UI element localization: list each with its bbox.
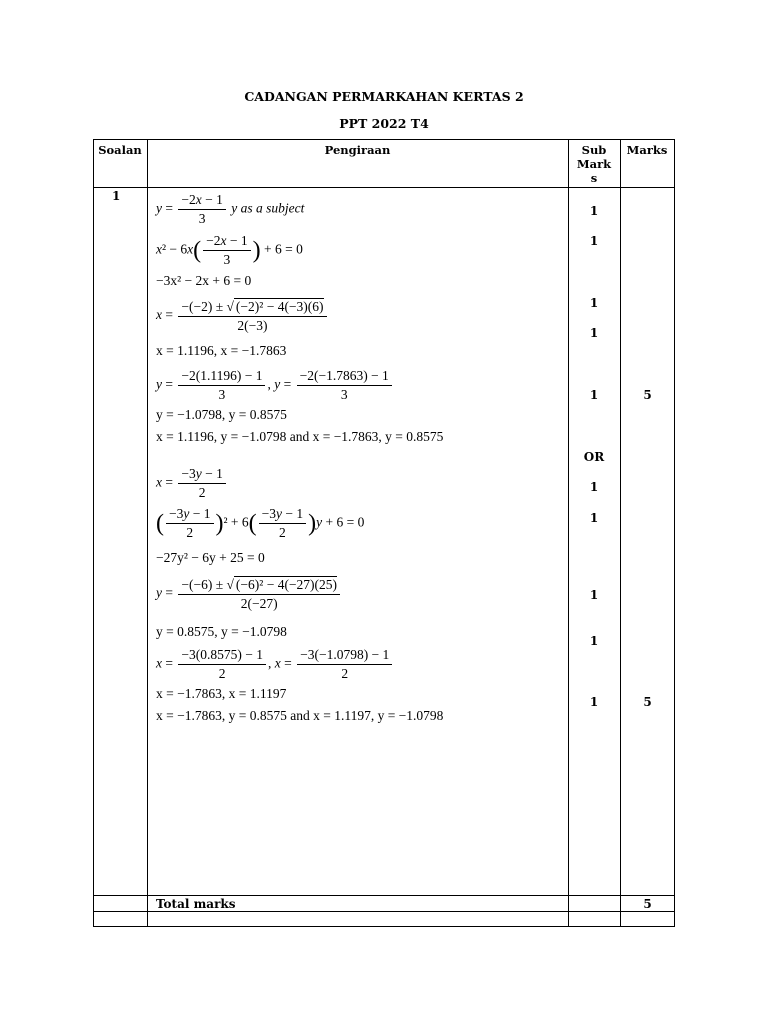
header-pengiraan: Pengiraan — [324, 143, 391, 157]
sub-mark: 1 — [589, 388, 599, 402]
table-divider-soalan — [147, 139, 148, 927]
m1-step-formula: x = $\frac{\text{−(−2) ± √ (−2)² − 4(−3)(6)}}{2(-3)}$ — [156, 298, 329, 334]
sub-mark: 1 — [589, 511, 599, 525]
sub-mark: 1 — [589, 695, 599, 709]
table-border-right — [674, 139, 675, 927]
document-subtitle: PPT 2022 T4 — [339, 116, 429, 131]
question-number: 1 — [112, 189, 121, 203]
m1-step-quadratic: −3x² − 2x + 6 = 0 — [156, 273, 252, 288]
m1-step-y-values: y = −1.0798, y = 0.8575 — [156, 407, 287, 422]
m2-step-substitute: ( $\frac{-3y - 1}{2}$ )² + 6( $\frac{-3y - 1}{2}$ )y + 6 = 0 — [156, 506, 365, 540]
header-soalan: Soalan — [98, 143, 142, 157]
sub-mark: 1 — [589, 480, 599, 494]
header-marks: Marks — [626, 143, 668, 157]
m1-step-y-subject: y = $\frac{-2x - 1}{3}$ y as a subject — [156, 192, 305, 226]
m1-step-answer: x = 1.1196, y = −1.0798 and x = −1.7863, y = 0.8575 — [156, 429, 444, 444]
m1-subject-label: y as a subject — [231, 200, 305, 216]
total-marks-label: Total marks — [156, 897, 236, 911]
marks-method1: 5 — [643, 388, 652, 402]
table-border-left — [93, 139, 94, 927]
m2-step-x-substitute: x = $\frac{-3(0.8575) - 1}{2}$ , x = $\frac{-3(-1.0798) - 1}{2}$ — [156, 647, 394, 682]
m2-step-quadratic: −27y² − 6y + 25 = 0 — [156, 550, 265, 565]
m2-step-x-subject: x = $\frac{-3y - 1}{2}$ — [156, 466, 228, 501]
table-border-bottom — [93, 926, 675, 927]
m2-step-x-values: x = −1.7863, x = 1.1197 — [156, 686, 287, 701]
table-total-divider — [93, 895, 675, 896]
m1-step-y-substitute: y = $\frac{-2(1.1196) - 1}{3}$ , y = $\frac{-2(-1.7863) - 1}{3}$ — [156, 368, 394, 403]
table-divider-submarks — [620, 139, 621, 927]
table-total-bottom — [93, 911, 675, 912]
m1-step-x-values: x = 1.1196, x = −1.7863 — [156, 343, 287, 358]
sub-mark: 1 — [589, 234, 599, 248]
table-border-top — [93, 139, 675, 140]
sub-mark: 1 — [589, 296, 599, 310]
m1-step-substitute: x² − 6x( $\frac{-2x - 1}{3}$ ) + 6 = 0 — [156, 233, 303, 267]
table-header-divider — [93, 187, 675, 188]
table-divider-pengiraan — [568, 139, 569, 927]
sub-mark: 1 — [589, 204, 599, 218]
marks-method2: 5 — [643, 695, 652, 709]
sub-mark: 1 — [589, 634, 599, 648]
sub-mark: 1 — [589, 326, 599, 340]
total-marks-value: 5 — [643, 897, 652, 911]
or-separator: OR — [583, 450, 605, 464]
m2-step-y-values: y = 0.8575, y = −1.0798 — [156, 624, 287, 639]
sub-mark: 1 — [589, 588, 599, 602]
document-title: CADANGAN PERMARKAHAN KERTAS 2 — [244, 89, 524, 104]
m2-step-answer: x = −1.7863, y = 0.8575 and x = 1.1197, y = −1.0798 — [156, 708, 444, 723]
m2-step-formula: y = $\frac{\text{−(−6) ± √ (−6)² − 4(−27)(25)}}{2(-27)}$ — [156, 576, 342, 612]
header-sub-marks: Sub Mark s — [576, 143, 612, 185]
